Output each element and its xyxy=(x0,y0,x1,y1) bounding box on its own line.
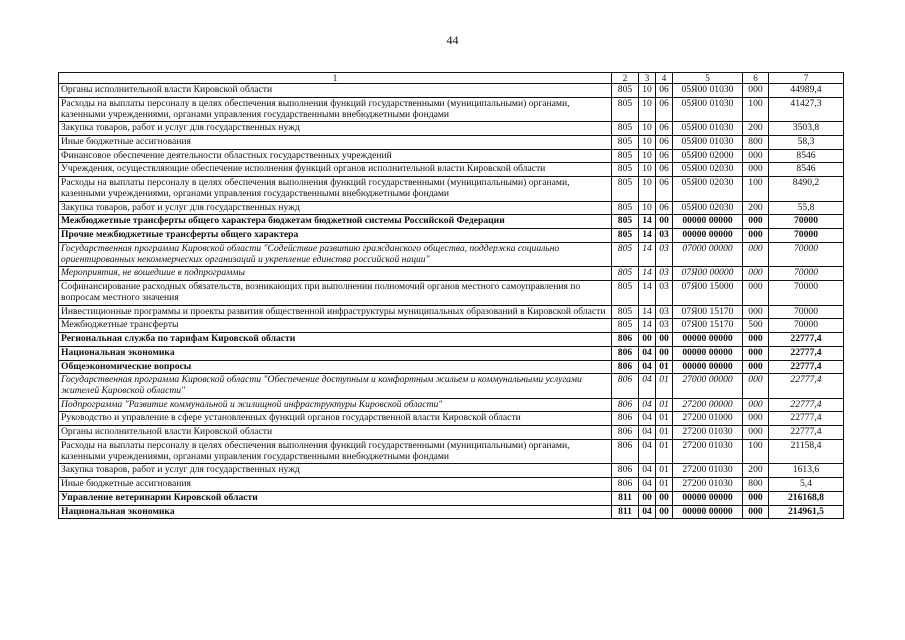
row-target-article-cell: 07Я00 15170 xyxy=(673,319,743,333)
table-row xyxy=(59,360,844,374)
row-gr-code-cell: 806 xyxy=(612,439,639,463)
row-name-cell: Закупка товаров, работ и услуг для государственных нужд xyxy=(59,122,612,136)
row-amount-cell: 22777,4 xyxy=(769,412,844,426)
row-amount-cell: 70000 xyxy=(769,281,844,305)
table-row xyxy=(59,267,844,281)
row-expense-type-cell: 000 xyxy=(743,333,769,347)
row-target-article-cell: 27200 01030 xyxy=(673,464,743,478)
row-target-article-cell: 00000 00000 xyxy=(673,505,743,519)
row-subsection-cell: 01 xyxy=(656,439,673,463)
row-expense-type-cell: 000 xyxy=(743,505,769,519)
row-name-cell: Расходы на выплаты персоналу в целях обеспечения выполнения функций государственными (муниципальными) органами, казенными учреждениями, органами управления государственными внебюджетными фондами xyxy=(59,97,612,121)
row-subsection-cell: 03 xyxy=(656,267,673,281)
row-target-article-cell: 27200 00000 xyxy=(673,398,743,412)
row-target-article-cell: 07Я00 00000 xyxy=(673,267,743,281)
row-target-article-cell: 05Я00 01030 xyxy=(673,122,743,136)
row-subsection-cell: 01 xyxy=(656,464,673,478)
row-target-article-cell: 05Я00 01030 xyxy=(673,136,743,150)
row-section-cell: 10 xyxy=(639,177,656,201)
row-section-cell: 04 xyxy=(639,360,656,374)
row-gr-code-cell: 806 xyxy=(612,333,639,347)
row-name-cell: Органы исполнительной власти Кировской области xyxy=(59,84,612,98)
table-row xyxy=(59,122,844,136)
row-name-cell: Общеэкономические вопросы xyxy=(59,360,612,374)
row-expense-type-cell: 200 xyxy=(743,464,769,478)
table-row xyxy=(59,242,844,266)
table-row xyxy=(59,439,844,463)
row-section-cell: 14 xyxy=(639,215,656,229)
row-gr-code-cell: 806 xyxy=(612,398,639,412)
row-target-article-cell: 00000 00000 xyxy=(673,215,743,229)
row-section-cell: 14 xyxy=(639,319,656,333)
row-section-cell: 10 xyxy=(639,122,656,136)
row-section-cell: 04 xyxy=(639,478,656,492)
row-subsection-cell: 01 xyxy=(656,478,673,492)
row-amount-cell: 22777,4 xyxy=(769,398,844,412)
row-expense-type-cell: 000 xyxy=(743,229,769,243)
row-section-cell: 04 xyxy=(639,505,656,519)
row-gr-code-cell: 805 xyxy=(612,149,639,163)
row-amount-cell: 44989,4 xyxy=(769,84,844,98)
row-section-cell: 14 xyxy=(639,242,656,266)
row-amount-cell: 70000 xyxy=(769,229,844,243)
row-amount-cell: 8546 xyxy=(769,149,844,163)
row-expense-type-cell: 100 xyxy=(743,439,769,463)
row-amount-cell: 22777,4 xyxy=(769,426,844,440)
row-expense-type-cell: 000 xyxy=(743,426,769,440)
row-target-article-cell: 00000 00000 xyxy=(673,346,743,360)
row-amount-cell: 3503,8 xyxy=(769,122,844,136)
row-amount-cell: 214961,5 xyxy=(769,505,844,519)
row-target-article-cell: 05Я00 02000 xyxy=(673,149,743,163)
table-row xyxy=(59,84,844,98)
row-target-article-cell: 00000 00000 xyxy=(673,491,743,505)
row-expense-type-cell: 000 xyxy=(743,305,769,319)
row-subsection-cell: 06 xyxy=(656,163,673,177)
table-row xyxy=(59,412,844,426)
row-gr-code-cell: 805 xyxy=(612,267,639,281)
row-subsection-cell: 06 xyxy=(656,149,673,163)
row-subsection-cell: 03 xyxy=(656,242,673,266)
table-row xyxy=(59,333,844,347)
table-header-row xyxy=(59,73,844,84)
row-target-article-cell: 07000 00000 xyxy=(673,242,743,266)
row-subsection-cell: 03 xyxy=(656,229,673,243)
row-gr-code-cell: 805 xyxy=(612,319,639,333)
row-expense-type-cell: 500 xyxy=(743,319,769,333)
row-name-cell: Прочие межбюджетные трансферты общего характера xyxy=(59,229,612,243)
table-row xyxy=(59,201,844,215)
row-gr-code-cell: 811 xyxy=(612,505,639,519)
header-cell: 6 xyxy=(743,73,769,84)
row-section-cell: 00 xyxy=(639,333,656,347)
row-name-cell: Инвестиционные программы и проекты развития общественной инфраструктуры муниципальных образований в Кировской области xyxy=(59,305,612,319)
row-subsection-cell: 06 xyxy=(656,122,673,136)
row-target-article-cell: 05Я00 02030 xyxy=(673,201,743,215)
row-section-cell: 10 xyxy=(639,201,656,215)
table-row xyxy=(59,97,844,121)
row-amount-cell: 1613,6 xyxy=(769,464,844,478)
row-amount-cell: 5,4 xyxy=(769,478,844,492)
row-gr-code-cell: 806 xyxy=(612,346,639,360)
row-name-cell: Органы исполнительной власти Кировской области xyxy=(59,426,612,440)
row-amount-cell: 22777,4 xyxy=(769,360,844,374)
row-amount-cell: 22777,4 xyxy=(769,346,844,360)
row-expense-type-cell: 000 xyxy=(743,374,769,398)
row-gr-code-cell: 805 xyxy=(612,229,639,243)
row-name-cell: Иные бюджетные ассигнования xyxy=(59,478,612,492)
row-gr-code-cell: 806 xyxy=(612,374,639,398)
row-name-cell: Учреждения, осуществляющие обеспечение исполнения функций органов исполнительной власти Кировской области xyxy=(59,163,612,177)
row-section-cell: 10 xyxy=(639,97,656,121)
row-name-cell: Национальная экономика xyxy=(59,505,612,519)
row-amount-cell: 55,8 xyxy=(769,201,844,215)
row-target-article-cell: 27200 01030 xyxy=(673,478,743,492)
row-subsection-cell: 06 xyxy=(656,136,673,150)
row-expense-type-cell: 000 xyxy=(743,281,769,305)
row-section-cell: 10 xyxy=(639,163,656,177)
row-name-cell: Закупка товаров, работ и услуг для государственных нужд xyxy=(59,464,612,478)
row-expense-type-cell: 000 xyxy=(743,267,769,281)
table-row xyxy=(59,478,844,492)
row-amount-cell: 70000 xyxy=(769,267,844,281)
row-target-article-cell: 05Я00 01030 xyxy=(673,84,743,98)
row-subsection-cell: 06 xyxy=(656,97,673,121)
row-target-article-cell: 07Я00 15170 xyxy=(673,305,743,319)
row-subsection-cell: 06 xyxy=(656,177,673,201)
table-row xyxy=(59,149,844,163)
row-expense-type-cell: 000 xyxy=(743,163,769,177)
row-expense-type-cell: 800 xyxy=(743,478,769,492)
row-section-cell: 14 xyxy=(639,281,656,305)
row-gr-code-cell: 805 xyxy=(612,281,639,305)
row-subsection-cell: 06 xyxy=(656,84,673,98)
row-expense-type-cell: 000 xyxy=(743,242,769,266)
row-section-cell: 14 xyxy=(639,229,656,243)
row-expense-type-cell: 000 xyxy=(743,84,769,98)
row-expense-type-cell: 100 xyxy=(743,177,769,201)
row-gr-code-cell: 805 xyxy=(612,305,639,319)
row-subsection-cell: 00 xyxy=(656,333,673,347)
table-row xyxy=(59,136,844,150)
row-target-article-cell: 27200 01030 xyxy=(673,439,743,463)
row-gr-code-cell: 805 xyxy=(612,122,639,136)
row-target-article-cell: 00000 00000 xyxy=(673,333,743,347)
row-subsection-cell: 01 xyxy=(656,374,673,398)
row-subsection-cell: 03 xyxy=(656,305,673,319)
header-cell: 5 xyxy=(673,73,743,84)
row-expense-type-cell: 000 xyxy=(743,149,769,163)
row-name-cell: Закупка товаров, работ и услуг для государственных нужд xyxy=(59,201,612,215)
table-row xyxy=(59,374,844,398)
row-amount-cell: 70000 xyxy=(769,305,844,319)
row-name-cell: Расходы на выплаты персоналу в целях обеспечения выполнения функций государственными (муниципальными) органами, казенными учреждениями, органами управления государственными внебюджетными фондами xyxy=(59,439,612,463)
row-section-cell: 04 xyxy=(639,374,656,398)
row-target-article-cell: 27200 01030 xyxy=(673,426,743,440)
row-name-cell: Региональная служба по тарифам Кировской области xyxy=(59,333,612,347)
header-cell: 1 xyxy=(59,73,612,84)
row-name-cell: Межбюджетные трансферты xyxy=(59,319,612,333)
table-row xyxy=(59,426,844,440)
table-row xyxy=(59,163,844,177)
table-row xyxy=(59,346,844,360)
row-section-cell: 14 xyxy=(639,305,656,319)
row-gr-code-cell: 805 xyxy=(612,163,639,177)
row-subsection-cell: 00 xyxy=(656,505,673,519)
row-gr-code-cell: 805 xyxy=(612,215,639,229)
table-row xyxy=(59,505,844,519)
row-name-cell: Национальная экономика xyxy=(59,346,612,360)
row-gr-code-cell: 806 xyxy=(612,360,639,374)
row-expense-type-cell: 800 xyxy=(743,136,769,150)
row-section-cell: 04 xyxy=(639,464,656,478)
row-section-cell: 04 xyxy=(639,439,656,463)
row-section-cell: 04 xyxy=(639,412,656,426)
row-expense-type-cell: 000 xyxy=(743,491,769,505)
row-amount-cell: 58,3 xyxy=(769,136,844,150)
row-amount-cell: 216168,8 xyxy=(769,491,844,505)
page-number: 44 xyxy=(446,33,459,47)
row-expense-type-cell: 000 xyxy=(743,360,769,374)
row-target-article-cell: 00000 00000 xyxy=(673,360,743,374)
row-amount-cell: 21158,4 xyxy=(769,439,844,463)
row-subsection-cell: 01 xyxy=(656,426,673,440)
row-target-article-cell: 05Я00 02030 xyxy=(673,177,743,201)
row-name-cell: Расходы на выплаты персоналу в целях обеспечения выполнения функций государственными (муниципальными) органами, казенными учреждениями, органами управления государственными внебюджетными фондами xyxy=(59,177,612,201)
row-gr-code-cell: 805 xyxy=(612,242,639,266)
table-row xyxy=(59,215,844,229)
row-gr-code-cell: 805 xyxy=(612,136,639,150)
row-subsection-cell: 00 xyxy=(656,491,673,505)
row-subsection-cell: 06 xyxy=(656,201,673,215)
row-name-cell: Мероприятия, не вошедшие в подпрограммы xyxy=(59,267,612,281)
header-cell: 3 xyxy=(639,73,656,84)
row-amount-cell: 22777,4 xyxy=(769,374,844,398)
row-name-cell: Государственная программа Кировской области "Содействие развитию гражданского общества, поддержка социально ориентированных некоммерческих организаций и укрепление единства российской нации" xyxy=(59,242,612,266)
row-target-article-cell: 05Я00 01030 xyxy=(673,97,743,121)
budget-table xyxy=(58,72,844,519)
header-cell: 4 xyxy=(656,73,673,84)
row-subsection-cell: 03 xyxy=(656,281,673,305)
row-subsection-cell: 00 xyxy=(656,346,673,360)
row-target-article-cell: 00000 00000 xyxy=(673,229,743,243)
row-name-cell: Софинансирование расходных обязательств, возникающих при выполнении полномочий органов местного самоуправления по вопросам местного значения xyxy=(59,281,612,305)
row-section-cell: 00 xyxy=(639,491,656,505)
row-subsection-cell: 00 xyxy=(656,215,673,229)
row-section-cell: 04 xyxy=(639,426,656,440)
table-row xyxy=(59,305,844,319)
row-amount-cell: 70000 xyxy=(769,215,844,229)
row-expense-type-cell: 000 xyxy=(743,398,769,412)
table-row xyxy=(59,398,844,412)
row-expense-type-cell: 000 xyxy=(743,215,769,229)
row-name-cell: Подпрограмма "Развитие коммунальной и жилищной инфраструктуры Кировской области" xyxy=(59,398,612,412)
table-row xyxy=(59,177,844,201)
row-name-cell: Управление ветеринарии Кировской области xyxy=(59,491,612,505)
row-amount-cell: 70000 xyxy=(769,319,844,333)
row-amount-cell: 22777,4 xyxy=(769,333,844,347)
row-section-cell: 04 xyxy=(639,346,656,360)
row-gr-code-cell: 806 xyxy=(612,464,639,478)
row-name-cell: Финансовое обеспечение деятельности областных государственных учреждений xyxy=(59,149,612,163)
row-expense-type-cell: 200 xyxy=(743,122,769,136)
row-gr-code-cell: 805 xyxy=(612,97,639,121)
row-gr-code-cell: 805 xyxy=(612,177,639,201)
table-row xyxy=(59,281,844,305)
row-subsection-cell: 01 xyxy=(656,412,673,426)
row-target-article-cell: 27000 00000 xyxy=(673,374,743,398)
row-gr-code-cell: 806 xyxy=(612,478,639,492)
row-name-cell: Иные бюджетные ассигнования xyxy=(59,136,612,150)
row-target-article-cell: 05Я00 02030 xyxy=(673,163,743,177)
table-row xyxy=(59,319,844,333)
row-section-cell: 14 xyxy=(639,267,656,281)
row-subsection-cell: 03 xyxy=(656,319,673,333)
header-cell: 7 xyxy=(769,73,844,84)
row-section-cell: 10 xyxy=(639,149,656,163)
row-target-article-cell: 27200 01000 xyxy=(673,412,743,426)
row-expense-type-cell: 000 xyxy=(743,412,769,426)
row-section-cell: 04 xyxy=(639,398,656,412)
header-cell: 2 xyxy=(612,73,639,84)
row-expense-type-cell: 000 xyxy=(743,346,769,360)
row-gr-code-cell: 811 xyxy=(612,491,639,505)
row-amount-cell: 41427,3 xyxy=(769,97,844,121)
row-expense-type-cell: 200 xyxy=(743,201,769,215)
row-amount-cell: 8546 xyxy=(769,163,844,177)
row-subsection-cell: 01 xyxy=(656,398,673,412)
row-gr-code-cell: 806 xyxy=(612,426,639,440)
row-section-cell: 10 xyxy=(639,136,656,150)
row-gr-code-cell: 805 xyxy=(612,84,639,98)
table-body xyxy=(59,84,844,519)
row-section-cell: 10 xyxy=(639,84,656,98)
row-name-cell: Руководство и управление в сфере установленных функций органов государственной власти Кировской области xyxy=(59,412,612,426)
row-gr-code-cell: 805 xyxy=(612,201,639,215)
row-name-cell: Государственная программа Кировской области "Обеспечение доступным и комфортным жильем и коммунальными услугами жителей Кировской области" xyxy=(59,374,612,398)
row-amount-cell: 8490,2 xyxy=(769,177,844,201)
row-expense-type-cell: 100 xyxy=(743,97,769,121)
table-row xyxy=(59,229,844,243)
row-amount-cell: 70000 xyxy=(769,242,844,266)
row-subsection-cell: 01 xyxy=(656,360,673,374)
row-gr-code-cell: 806 xyxy=(612,412,639,426)
table-row xyxy=(59,464,844,478)
row-name-cell: Межбюджетные трансферты общего характера бюджетам бюджетной системы Российской Федерации xyxy=(59,215,612,229)
table-row xyxy=(59,491,844,505)
row-target-article-cell: 07Я00 15000 xyxy=(673,281,743,305)
